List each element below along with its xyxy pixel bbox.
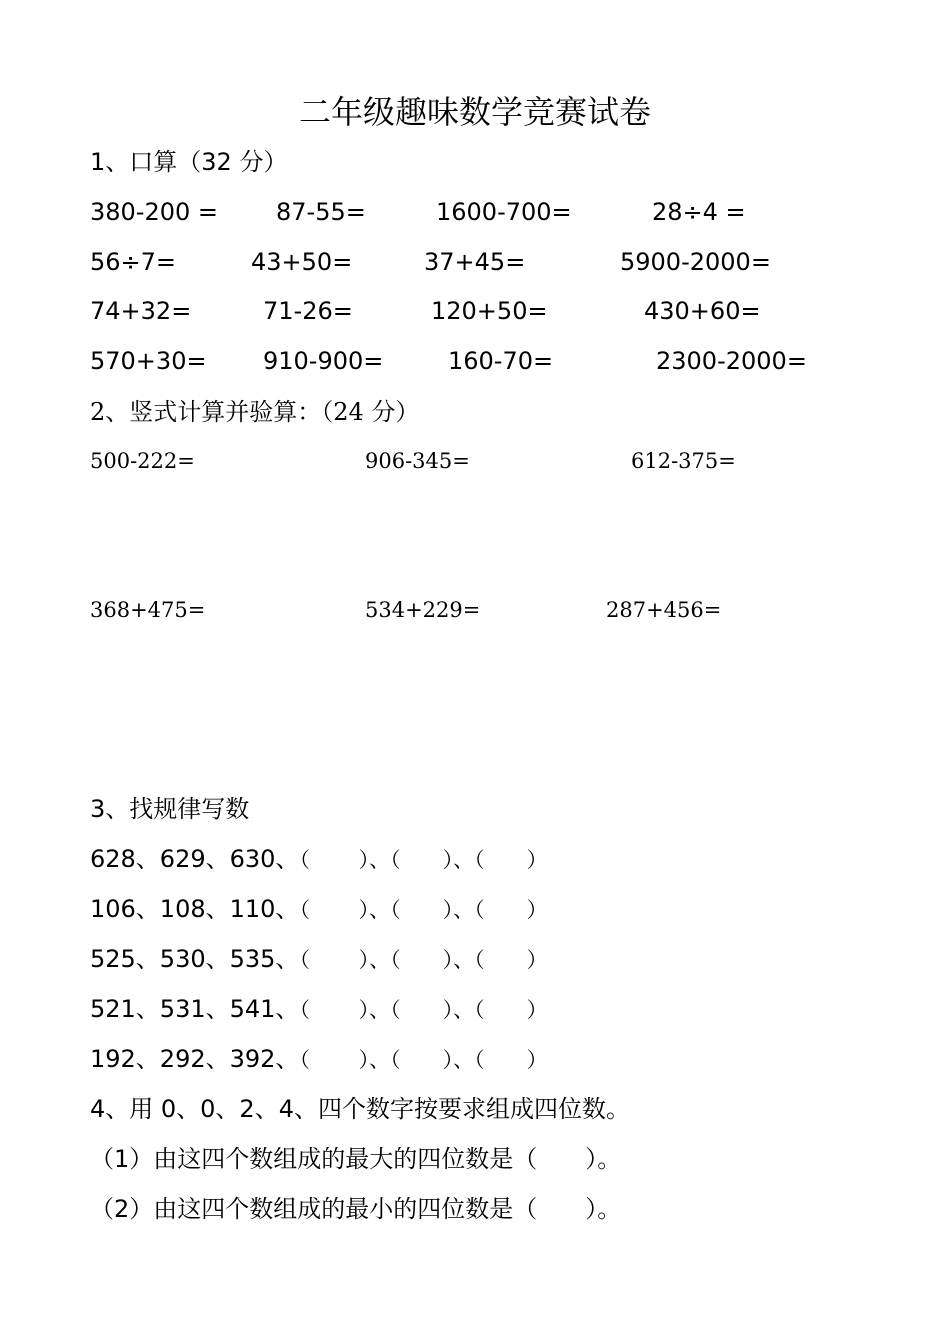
answer-blank: （ ） <box>474 898 548 922</box>
vertical-problem: 906-345= <box>365 449 470 473</box>
section-1-title: 口算（ <box>129 148 202 176</box>
section-3-heading <box>90 797 249 822</box>
vertical-problem: 612-375= <box>631 449 736 473</box>
section-1-number: 1、 <box>90 148 130 176</box>
section-1-heading <box>90 150 287 175</box>
mental-problem: 430+60= <box>644 297 761 325</box>
pattern-row <box>90 847 548 871</box>
section-2-heading: 2、竖式计算并验算：（24 分） <box>90 398 420 426</box>
mental-problem: 910-900= <box>263 347 384 375</box>
mental-problem: 71-26= <box>263 297 353 325</box>
mental-problem: 380-200 = <box>90 198 219 226</box>
pattern-row <box>90 1047 548 1071</box>
vertical-problem: 368+475= <box>90 598 206 622</box>
answer-blank: （ ） <box>474 848 548 872</box>
mental-problem: 56÷7= <box>90 248 177 276</box>
section-3-title: 、找规律写数 <box>105 795 250 823</box>
answer-blank: （ ）、 <box>390 1048 475 1072</box>
pattern-sequence: 192、292、392、 <box>90 1045 300 1073</box>
answer-blank: （ ）、 <box>299 1048 391 1072</box>
answer-blank: （ ）、 <box>390 948 475 972</box>
section-4-heading: 4、用 0、0、2、4、四个数字按要求组成四位数。 <box>90 1095 630 1123</box>
mental-problem: 87-55= <box>276 198 366 226</box>
mental-problem: 74+32= <box>90 297 192 325</box>
pattern-row <box>90 997 548 1021</box>
answer-blank: （ ）、 <box>299 948 391 972</box>
mental-problem: 1600-700= <box>436 198 572 226</box>
answer-blank: （ ） <box>474 1048 548 1072</box>
mental-problem: 120+50= <box>431 297 548 325</box>
pattern-row <box>90 897 548 921</box>
mental-problem: 570+30= <box>90 347 207 375</box>
mental-problem: 37+45= <box>424 248 526 276</box>
section-1-tail: 分） <box>231 148 288 176</box>
answer-blank: （ ）、 <box>390 848 475 872</box>
mental-problem: 43+50= <box>251 248 353 276</box>
section-1-score: 32 <box>201 148 232 176</box>
answer-blank: （ ）、 <box>390 998 475 1022</box>
pattern-sequence: 525、530、535、 <box>90 945 300 973</box>
vertical-problem: 534+229= <box>365 598 481 622</box>
mental-problem: 28÷4 = <box>652 198 746 226</box>
answer-blank: （ ）、 <box>299 898 391 922</box>
pattern-sequence: 521、531、541、 <box>90 995 300 1023</box>
pattern-sequence: 628、629、630、 <box>90 845 300 873</box>
answer-blank: （ ）、 <box>299 848 391 872</box>
pattern-sequence: 106、108、110、 <box>90 895 300 923</box>
section-3-number: 3 <box>90 795 106 823</box>
pattern-row <box>90 947 548 971</box>
vertical-problem: 287+456= <box>606 598 722 622</box>
answer-blank: （ ）、 <box>390 898 475 922</box>
answer-blank: （ ）、 <box>299 998 391 1022</box>
page-title: 二年级趣味数学竞赛试卷 <box>298 93 651 131</box>
mental-problem: 160-70= <box>448 347 554 375</box>
question-1: （1）由这四个数组成的最大的四位数是（ ）。 <box>90 1145 622 1173</box>
question-2: （2）由这四个数组成的最小的四位数是（ ）。 <box>90 1195 622 1223</box>
mental-problem: 5900-2000= <box>620 248 771 276</box>
answer-blank: （ ） <box>474 998 548 1022</box>
vertical-problem: 500-222= <box>90 449 195 473</box>
answer-blank: （ ） <box>474 948 548 972</box>
mental-problem: 2300-2000= <box>656 347 807 375</box>
